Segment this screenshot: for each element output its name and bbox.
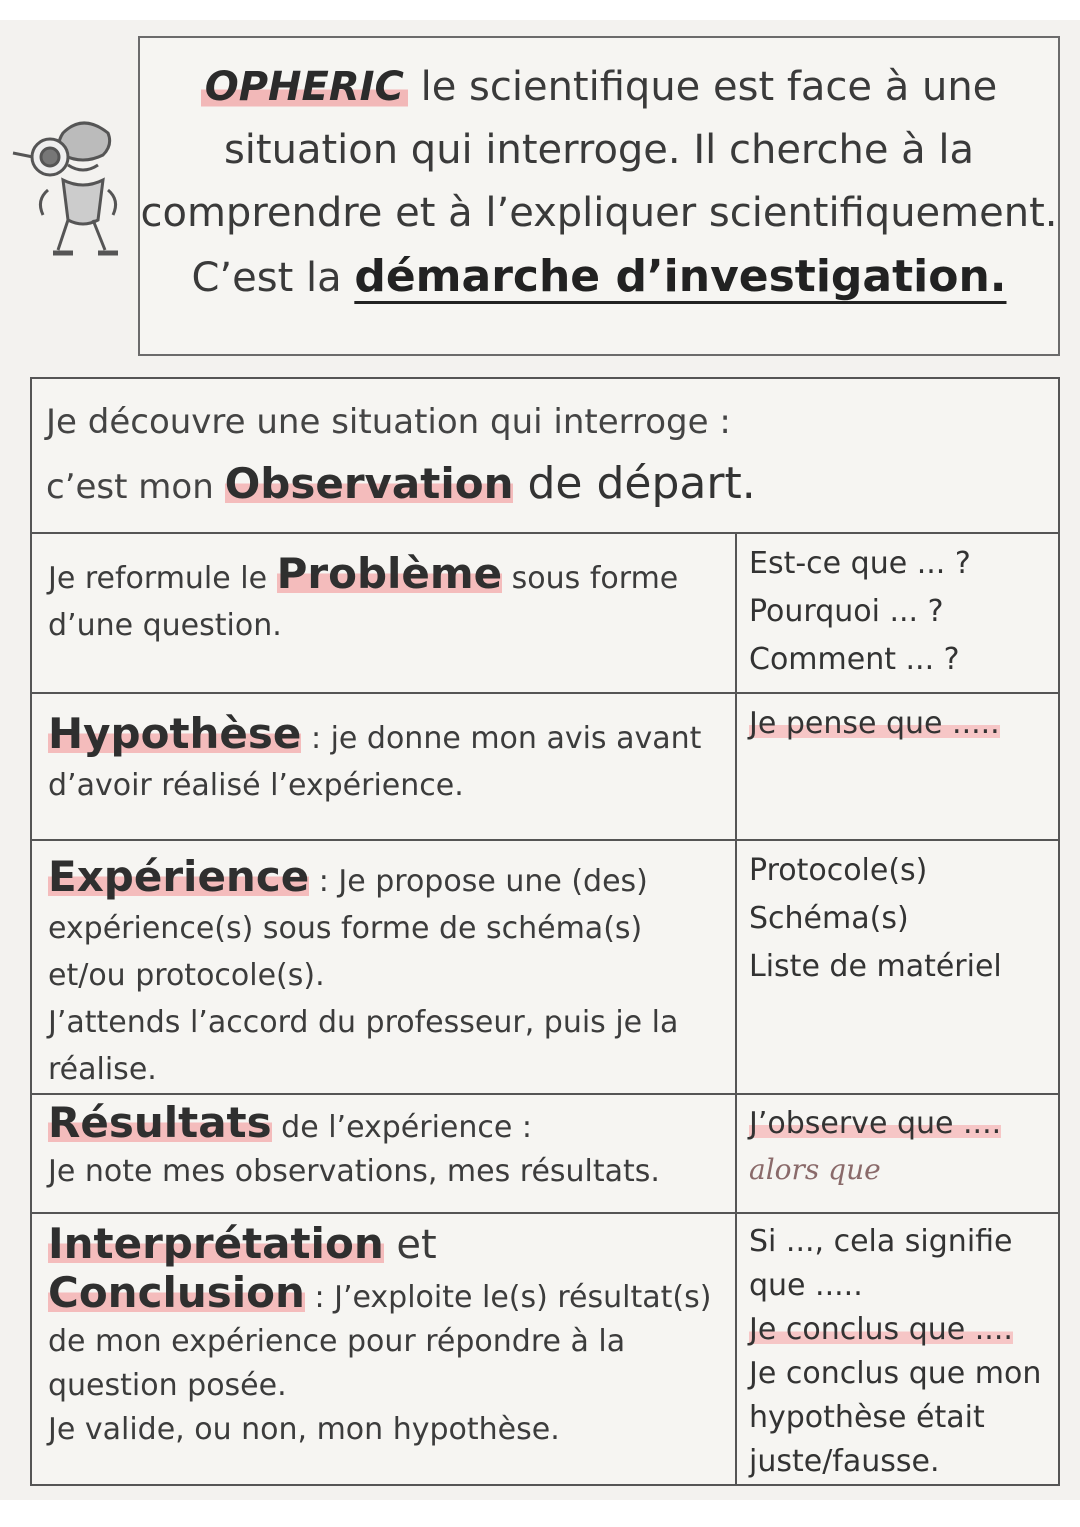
- hypothesis-keyword: Hypothèse: [48, 709, 302, 758]
- step-prompts: Protocole(s) Schéma(s) Liste de matériel: [749, 853, 1002, 984]
- handwritten-note: alors que: [749, 1153, 881, 1186]
- results-keyword: Résultats: [48, 1098, 272, 1147]
- detective-magnifier-icon: [8, 95, 136, 270]
- table-row: [32, 841, 1058, 1095]
- steps-table: [30, 377, 1060, 1486]
- method-title: démarche d’investigation.: [354, 251, 1007, 302]
- interpretation-keyword: Interprétation: [48, 1219, 384, 1268]
- table-row: [32, 534, 1058, 694]
- intro-text: OPHERIC le scientifique est face à une situation qui interroge. Il cherche à la comprendre et à l’expliquer scientifiquement. C’est la démarche d’investigation.: [140, 64, 1058, 302]
- step-prompts: Est-ce que ... ? Pourquoi ... ? Comment ... ?: [749, 546, 971, 677]
- conclusion-keyword: Conclusion: [48, 1268, 305, 1317]
- step-description: Hypothèse : je donne mon avis avant d’avoir réalisé l’expérience.: [32, 694, 737, 839]
- observation-keyword: Observation: [224, 459, 514, 508]
- experiment-keyword: Expérience: [48, 852, 310, 901]
- table-row: [32, 1095, 1058, 1214]
- step-prompts: J’observe que .... alors que: [737, 1095, 1058, 1212]
- step-description: Expérience : Je propose une (des) expérience(s) sous forme de schéma(s) et/ou protocole(s). J’attends l’accord du professeur, puis je la réalise.: [32, 841, 737, 1093]
- table-row: [32, 694, 1058, 841]
- page-bottom-margin: [0, 1500, 1080, 1527]
- step-description: Interprétation et Conclusion : J’exploite le(s) résultat(s) de mon expérience pour répondre à la question posée. Je valide, ou non, mon hypothèse.: [32, 1214, 737, 1484]
- step-prompts: Si ..., cela signifie que ..... Je conclus que .... Je conclus que mon hypothèse était juste/fausse.: [749, 1224, 1042, 1479]
- table-row: [32, 1214, 1058, 1484]
- step-prompts: Je pense que .....: [749, 706, 1000, 741]
- step-description: Résultats de l’expérience : Je note mes observations, mes résultats.: [32, 1095, 737, 1212]
- intro-box: [138, 36, 1060, 356]
- step-description: Je reformule le Problème sous forme d’une question.: [32, 534, 737, 692]
- observation-row: Je découvre une situation qui interroge : c’est mon Observation de départ.: [32, 379, 1058, 534]
- problem-keyword: Problème: [276, 549, 503, 598]
- brand-name: OPHERIC: [201, 64, 408, 110]
